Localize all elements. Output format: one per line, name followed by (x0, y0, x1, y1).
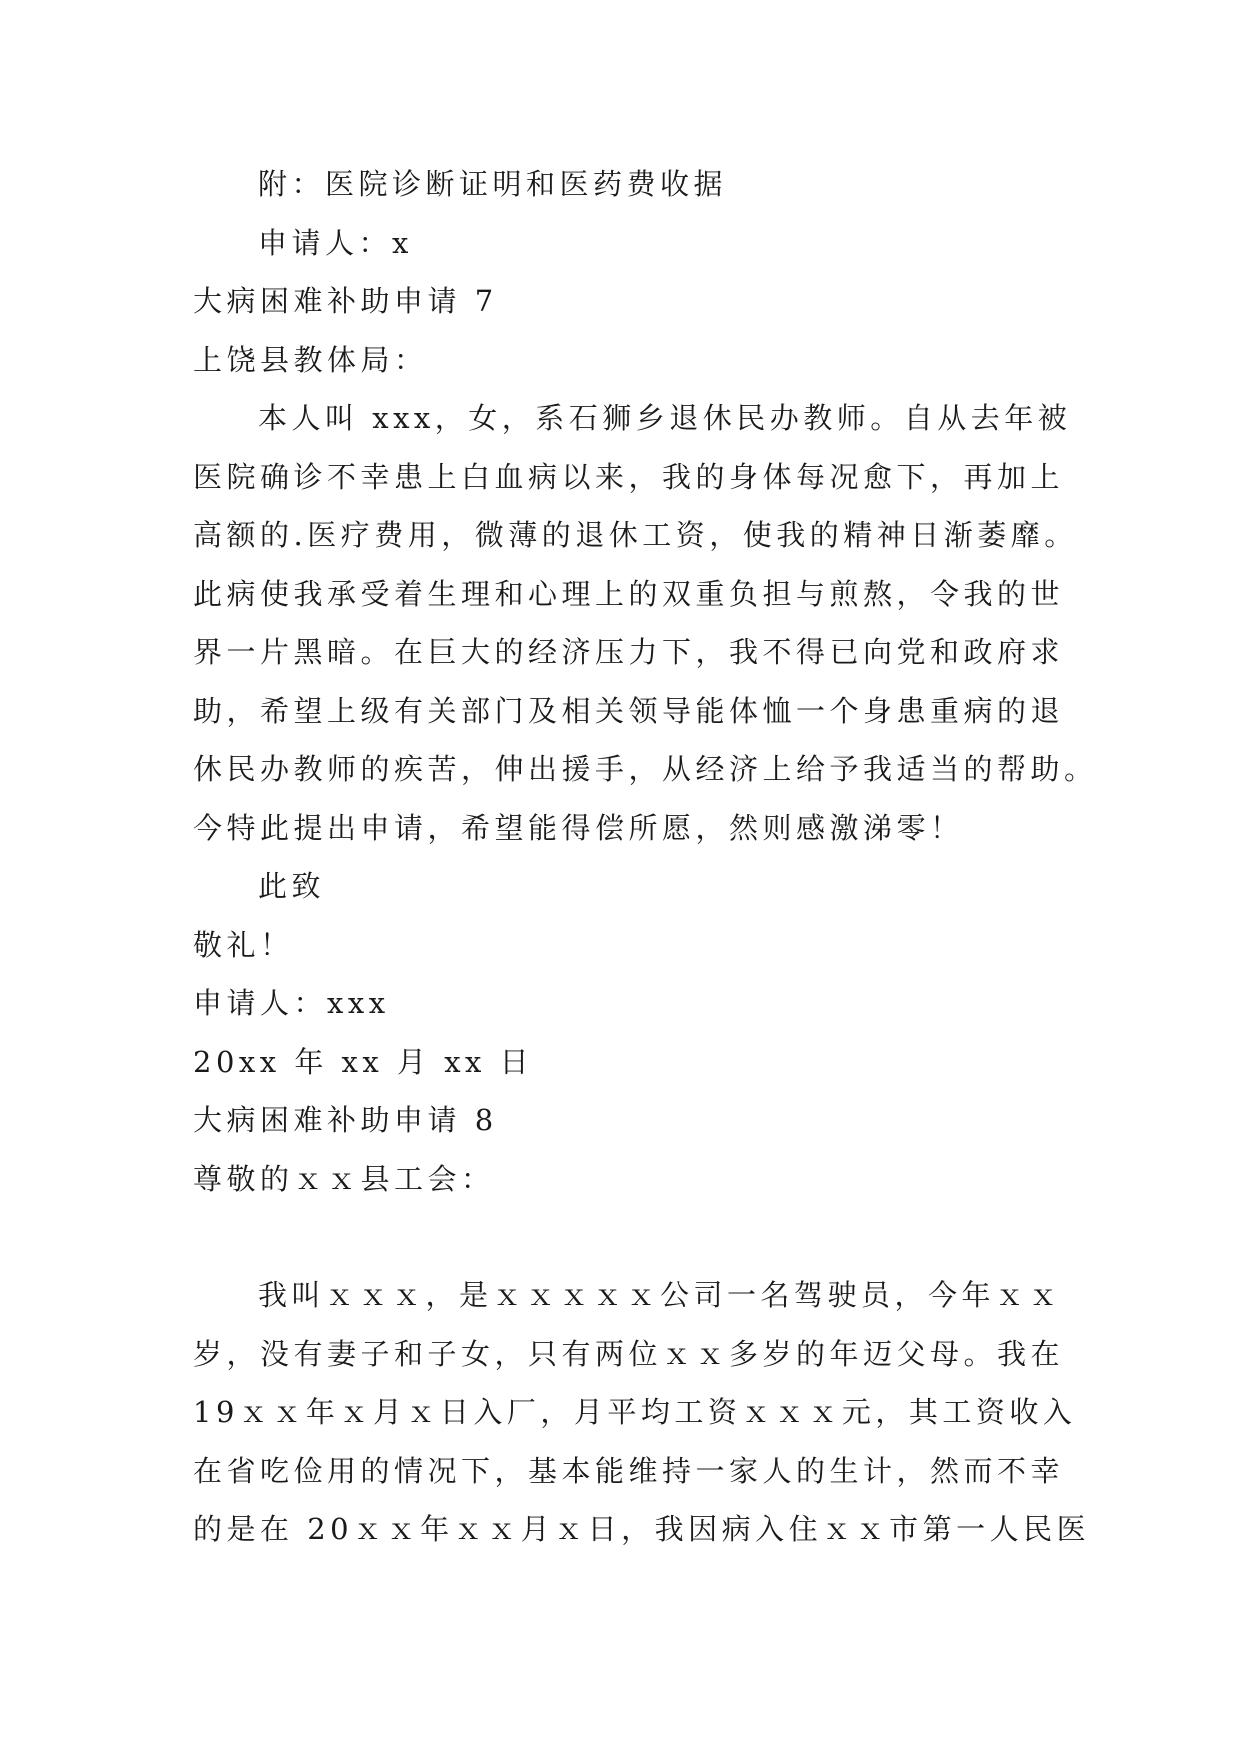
salutation-line: 敬礼！ (193, 928, 294, 962)
applicant-line: 申请人：xxx (193, 986, 390, 1020)
applicant-line: 申请人：x (258, 226, 413, 260)
body-line: 本人叫 xxx，女，系石狮乡退休民办教师。自从去年被 (258, 401, 1072, 435)
section-title-7: 大病困难补助申请 7 (193, 284, 498, 318)
body-line: 助，希望上级有关部门及相关领导能体恤一个身患重病的退 (193, 694, 1065, 728)
addressee-line: 尊敬的ｘｘ县工会： (193, 1162, 495, 1196)
body-line: 今特此提出申请，希望能得偿所愿，然则感激涕零！ (193, 811, 964, 845)
section-title-8: 大病困难补助申请 8 (193, 1103, 498, 1137)
body-line: 的是在 20ｘｘ年ｘｘ月ｘ日，我因病入住ｘｘ市第一人民医 (193, 1512, 1091, 1546)
body-line: 休民办教师的疾苦，伸出援手，从经济上给予我适当的帮助。 (193, 752, 1098, 786)
body-line: 此病使我承受着生理和心理上的双重负担与煎熬，令我的世 (193, 577, 1065, 611)
date-line: 20xx 年 xx 月 xx 日 (193, 1045, 534, 1079)
body-line: 医院确诊不幸患上白血病以来，我的身体每况愈下，再加上 (193, 460, 1065, 494)
attachment-note: 附：医院诊断证明和医药费收据 (258, 167, 728, 201)
closing-line: 此致 (258, 869, 326, 903)
body-line: 我叫ｘｘｘ，是ｘｘｘｘｘ公司一名驾驶员，今年ｘｘ (258, 1278, 1063, 1312)
body-line: 19ｘｘ年ｘ月ｘ日入厂，月平均工资ｘｘｘ元，其工资收入 (193, 1395, 1077, 1429)
body-line: 岁，没有妻子和子女，只有两位ｘｘ多岁的年迈父母。我在 (193, 1337, 1065, 1371)
addressee-line: 上饶县教体局： (193, 343, 428, 377)
body-line: 高额的.医疗费用，微薄的退休工资，使我的精神日渐萎靡。 (193, 518, 1078, 552)
body-line: 界一片黑暗。在巨大的经济压力下，我不得已向党和政府求 (193, 635, 1065, 669)
body-line: 在省吃俭用的情况下，基本能维持一家人的生计，然而不幸 (193, 1454, 1065, 1488)
